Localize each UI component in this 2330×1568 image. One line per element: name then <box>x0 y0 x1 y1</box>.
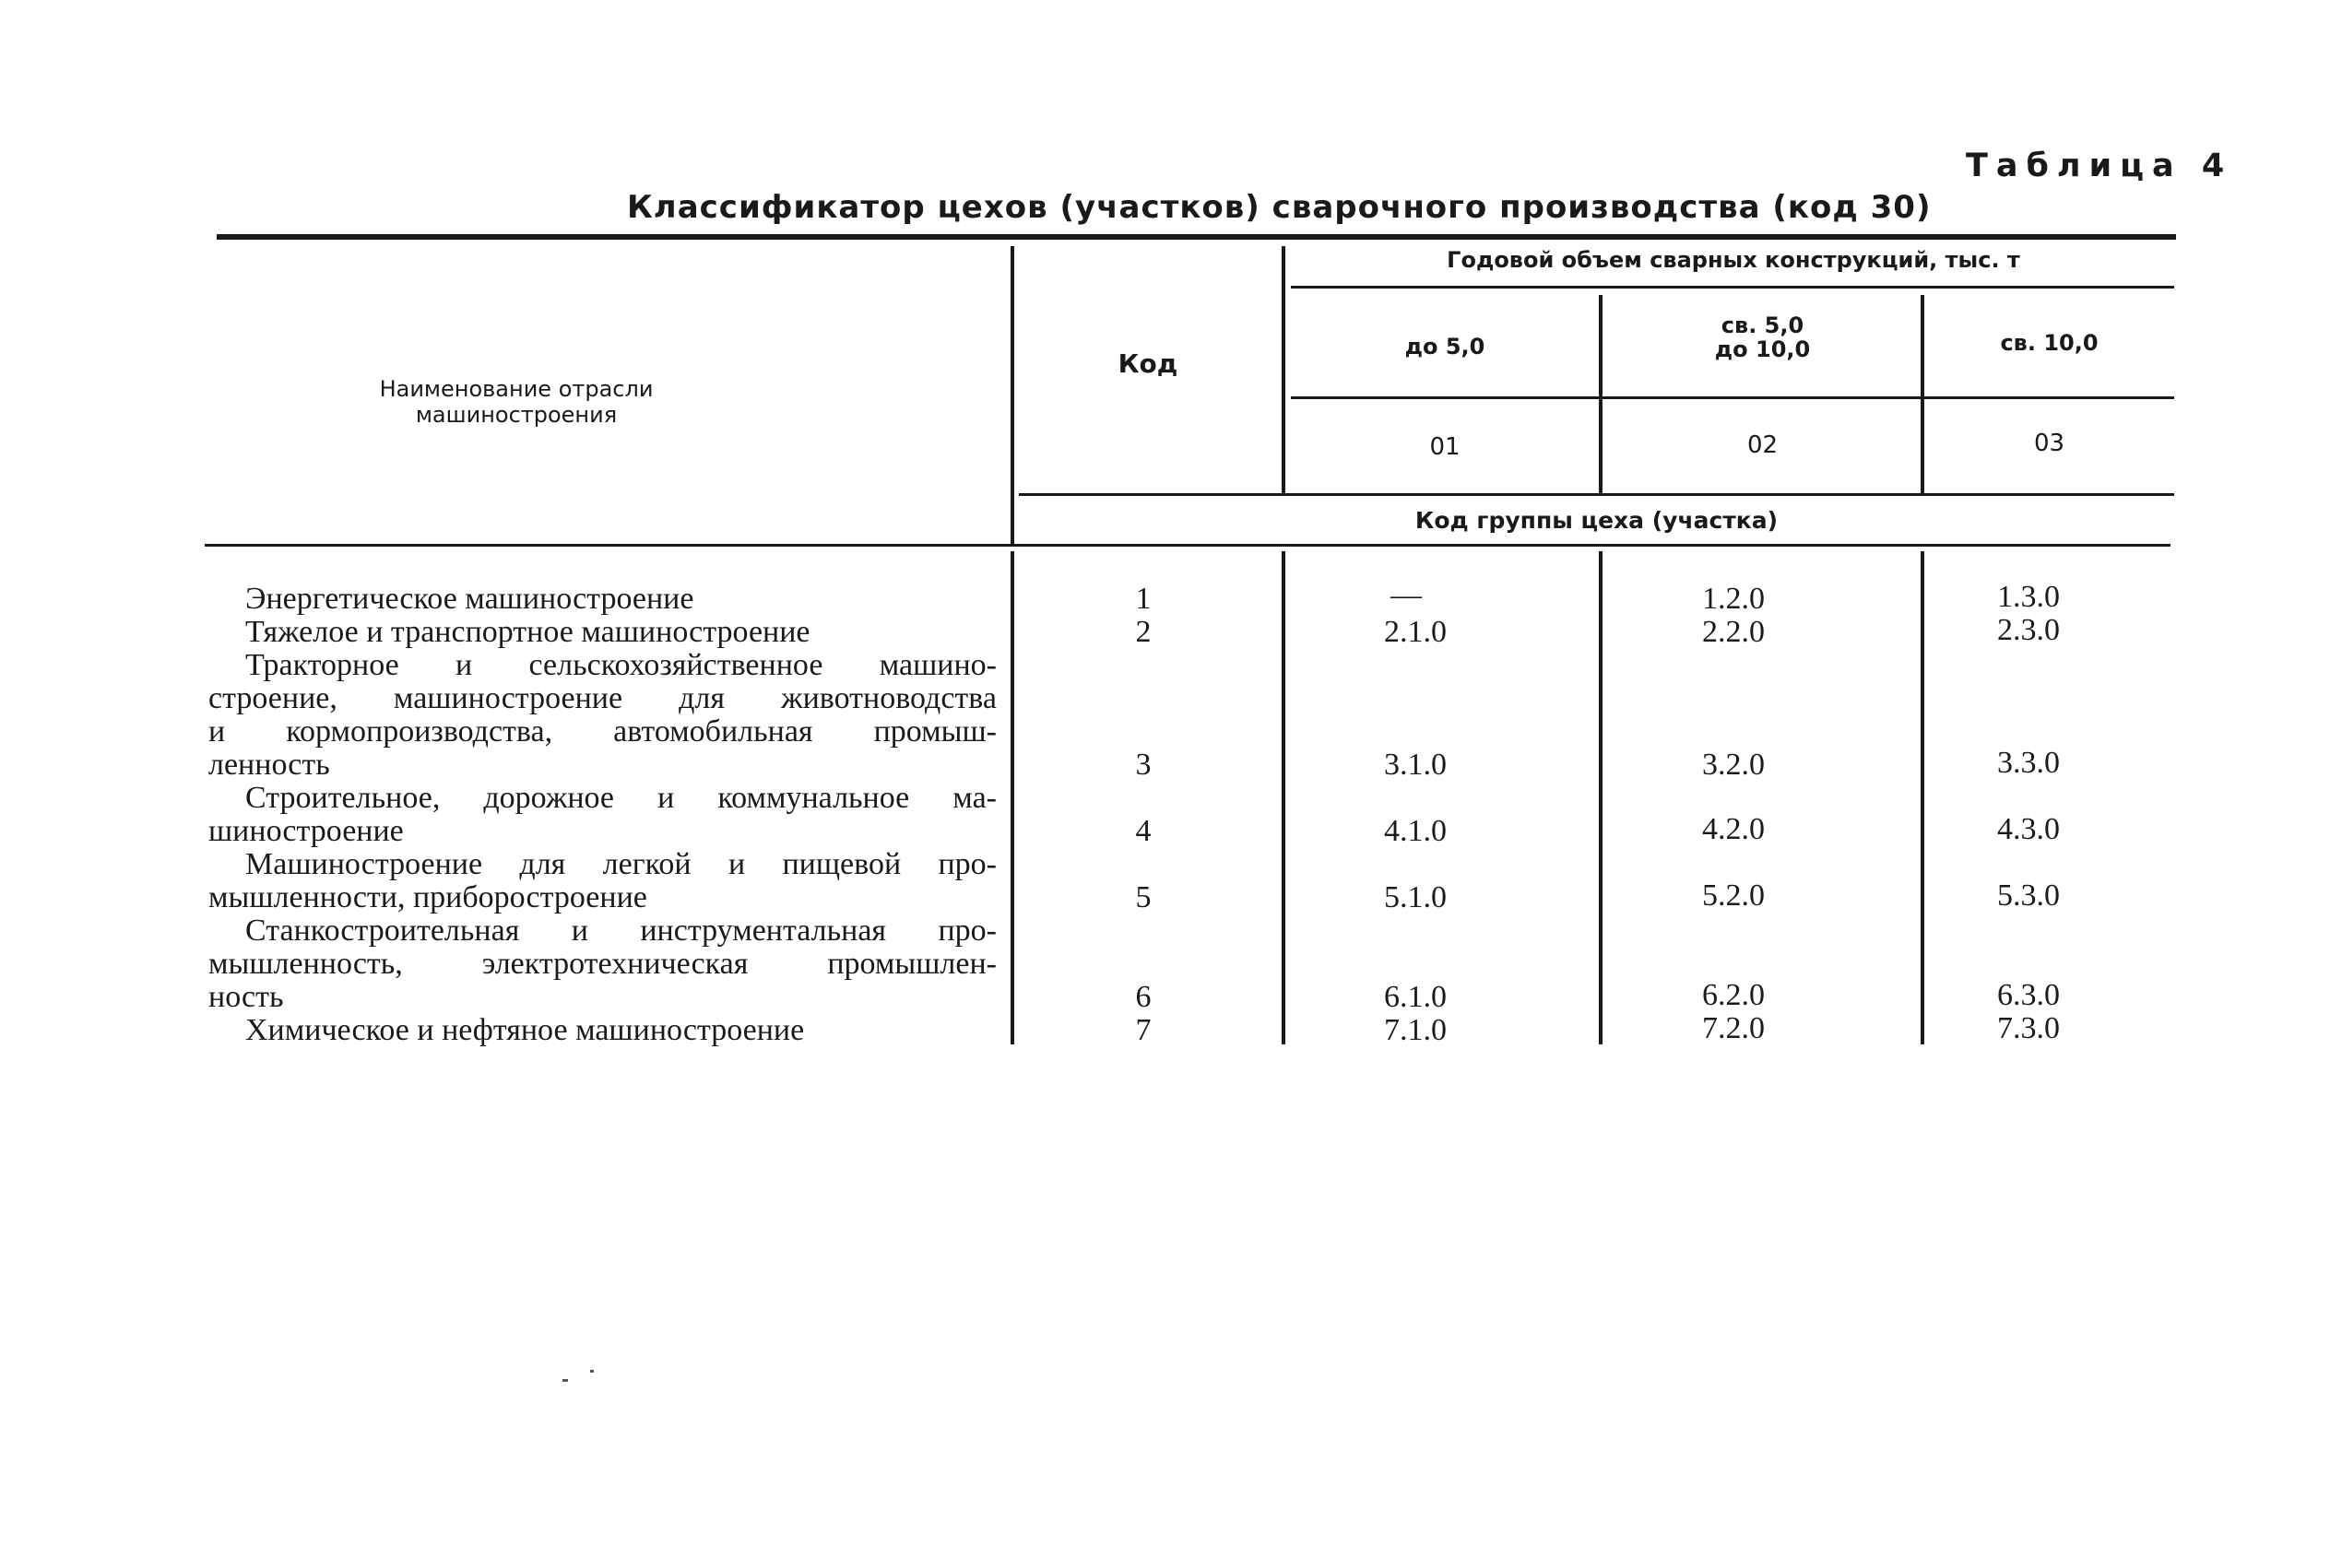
row-5-name-line-1: Машиностроение для легкой и пищевой про- <box>245 847 997 881</box>
row-2-c02: 2.2.0 <box>1702 615 1765 649</box>
row-3-code: 3 <box>1135 748 1152 782</box>
header-range-02-label-2: до 10,0 <box>1714 336 1811 362</box>
row-3-name-line-3: и кормопроизводства, автомобильная промыш- <box>208 714 997 749</box>
table-title: Классификатор цехов (участков) сварочного производства (код 30) <box>627 189 1932 226</box>
row-1-c01: — <box>1390 578 1422 612</box>
row-2-c01: 2.1.0 <box>1384 615 1447 649</box>
header-range-03-label: св. 10,0 <box>2000 330 2099 356</box>
row-6-name-line-1: Станкостроительная и инструментальная про- <box>245 914 997 948</box>
row-4-name-line-2: шиностроение <box>208 814 404 848</box>
scan-speck <box>590 1370 594 1373</box>
header-range-03 <box>1927 330 2171 356</box>
header-range-01 <box>1291 334 1599 360</box>
row-6-c01: 6.1.0 <box>1384 980 1447 1014</box>
row-4-c02: 4.2.0 <box>1702 812 1765 846</box>
row-5-c01: 5.1.0 <box>1384 880 1447 914</box>
body-rule-02-03 <box>1921 551 1924 1044</box>
row-3-c01: 3.1.0 <box>1384 748 1447 782</box>
row-1-name-line: Энергетическое машиностроение <box>245 582 694 616</box>
group-code-rule <box>1019 493 2174 496</box>
body-rule-name-code <box>1011 551 1014 1044</box>
header-range-02 <box>1604 313 1921 361</box>
row-7-name <box>208 1014 1001 1047</box>
col-rule-02-03 <box>1921 295 1924 493</box>
row-4-c03: 4.3.0 <box>1997 812 2060 846</box>
header-name-column <box>231 376 802 428</box>
row-4-name-line-1: Строительное, дорожное и коммунальное ма- <box>245 781 997 815</box>
row-1-code: 1 <box>1135 582 1152 616</box>
row-7-c03: 7.3.0 <box>1997 1011 2060 1045</box>
row-6-code: 6 <box>1135 980 1152 1014</box>
row-5-code: 5 <box>1135 880 1152 914</box>
row-7-c01: 7.1.0 <box>1384 1013 1447 1047</box>
row-4-name <box>208 782 997 848</box>
row-5-name <box>208 848 997 914</box>
row-3-name-line-1: Тракторное и сельскохозяйственное машино- <box>245 648 997 682</box>
col-rule-name-code <box>1011 246 1014 544</box>
col-rule-01-02 <box>1599 295 1603 493</box>
row-6-c02: 6.2.0 <box>1702 978 1765 1012</box>
row-7-c02: 7.2.0 <box>1702 1011 1765 1045</box>
volume-group-rule <box>1291 286 2174 289</box>
body-rule-01-02 <box>1599 551 1603 1044</box>
header-name-line-2: машиностроения <box>415 402 618 428</box>
body-rule-code-01 <box>1282 551 1285 1044</box>
row-2-code: 2 <box>1135 615 1152 649</box>
table-number: Таблица 4 <box>1966 147 2233 184</box>
row-2-c03: 2.3.0 <box>1997 613 2060 647</box>
scan-speck <box>562 1379 568 1382</box>
row-3-name-line-2: строение, машиностроение для животноводства <box>208 681 997 715</box>
col-rule-code-01 <box>1282 246 1285 493</box>
row-3-c03: 3.3.0 <box>1997 746 2060 780</box>
row-5-name-line-2: мышленности, приборостроение <box>208 880 647 914</box>
row-1-name <box>208 583 1001 616</box>
header-volume-group: Годовой объем сварных конструкций, тыс. т <box>1447 247 2020 273</box>
header-group-code: Код группы цеха (участка) <box>1414 507 1779 534</box>
row-3-name <box>208 649 997 782</box>
row-3-name-line-4: ленность <box>208 748 330 782</box>
top-rule <box>217 234 2176 240</box>
header-code-01: 01 <box>1429 433 1461 461</box>
header-range-02-label-1: св. 5,0 <box>1721 312 1804 338</box>
row-5-c02: 5.2.0 <box>1702 878 1765 913</box>
header-name-line-1: Наименование отрасли <box>379 376 654 402</box>
header-code-02: 02 <box>1746 431 1779 459</box>
row-7-name-line: Химическое и нефтяное машиностроение <box>245 1013 805 1047</box>
row-3-c02: 3.2.0 <box>1702 748 1765 782</box>
header-bottom-rule <box>205 544 2170 547</box>
row-6-name-line-3: ность <box>208 980 284 1014</box>
row-5-c03: 5.3.0 <box>1997 878 2060 913</box>
row-1-c03: 1.3.0 <box>1997 580 2060 614</box>
row-4-c01: 4.1.0 <box>1384 814 1447 848</box>
header-code-column: Код <box>1118 348 1178 379</box>
header-range-01-label: до 5,0 <box>1404 334 1485 360</box>
row-1-c02: 1.2.0 <box>1702 582 1765 616</box>
row-7-code: 7 <box>1135 1013 1152 1047</box>
row-6-name <box>208 914 997 1014</box>
row-6-c03: 6.3.0 <box>1997 978 2060 1012</box>
header-code-03: 03 <box>2033 430 2065 457</box>
row-6-name-line-2: мышленность, электротехническая промышлен- <box>208 947 997 981</box>
row-2-name-line: Тяжелое и транспортное машиностроение <box>245 615 810 649</box>
range-code-rule <box>1291 396 2174 399</box>
row-2-name <box>208 616 1001 649</box>
row-4-code: 4 <box>1135 814 1152 848</box>
